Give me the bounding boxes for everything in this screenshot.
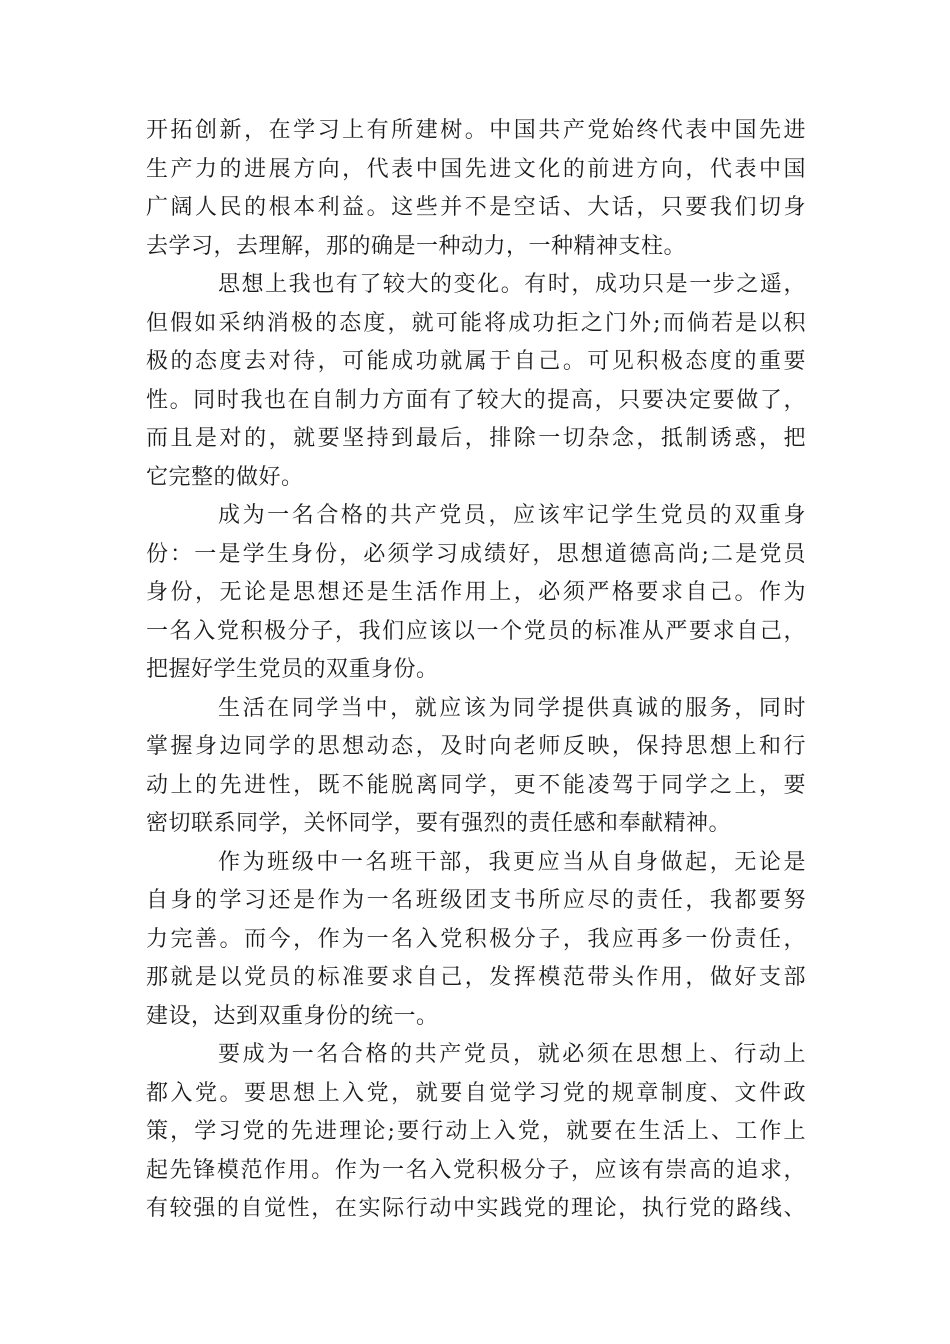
text-line: 力完善。而今，作为一名入党积极分子，我应再多一份责任， — [146, 926, 806, 952]
text-line: 生产力的进展方向，代表中国先进文化的前进方向，代表中国 — [146, 156, 806, 182]
text-line: 极的态度去对待，可能成功就属于自己。可见积极态度的重要 — [146, 349, 806, 374]
text-line: 动上的先进性，既不能脱离同学，更不能凌驾于同学之上，要 — [146, 772, 806, 798]
text-line: 建设，达到双重身份的统一。 — [146, 1003, 439, 1029]
text-line: 自身的学习还是作为一名班级团支书所应尽的责任，我都要努 — [146, 888, 806, 913]
text-line: 广阔人民的根本利益。这些并不是空话、大话，只要我们切身 — [146, 195, 806, 220]
text-line: 一名入党积极分子，我们应该以一个党员的标准从严要求自己， — [146, 618, 806, 644]
paragraph-first-line: 作为班级中一名班干部，我更应当从自身做起，无论是 — [218, 849, 806, 875]
text-line: 去学习，去理解，那的确是一种动力，一种精神支柱。 — [146, 233, 687, 259]
text-line: 策，学习党的先进理论;要行动上入党，就要在生活上、工作上 — [146, 1119, 806, 1144]
paragraph-first-line: 要成为一名合格的共产党员，就必须在思想上、行动上 — [218, 1042, 806, 1067]
text-line: 而且是对的，就要坚持到最后，排除一切杂念，抵制诱惑，把 — [146, 426, 806, 451]
text-line: 密切联系同学，关怀同学，要有强烈的责任感和奉献精神。 — [146, 811, 732, 836]
text-line: 份：一是学生身份，必须学习成绩好，思想道德高尚;二是党员 — [146, 541, 806, 567]
text-line: 有较强的自觉性，在实际行动中实践党的理论，执行党的路线、 — [146, 1196, 806, 1221]
text-line: 开拓创新，在学习上有所建树。中国共产党始终代表中国先进 — [146, 118, 806, 143]
text-line: 掌握身边同学的思想动态，及时向老师反映，保持思想上和行 — [146, 734, 806, 759]
text-line: 起先锋模范作用。作为一名入党积极分子，应该有崇高的追求， — [146, 1157, 806, 1183]
text-line: 但假如采纳消极的态度，就可能将成功拒之门外;而倘若是以积 — [146, 310, 806, 336]
text-line: 它完整的做好。 — [146, 464, 304, 490]
paragraph-first-line: 成为一名合格的共产党员，应该牢记学生党员的双重身 — [218, 503, 806, 528]
paragraph-first-line: 思想上我也有了较大的变化。有时，成功只是一步之遥， — [218, 272, 806, 297]
text-line: 那就是以党员的标准要求自己，发挥模范带头作用，做好支部 — [146, 965, 806, 990]
text-line: 身份，无论是思想还是生活作用上，必须严格要求自己。作为 — [146, 580, 806, 605]
paragraph-first-line: 生活在同学当中，就应该为同学提供真诚的服务，同时 — [218, 695, 806, 721]
body-text — [146, 112, 806, 1229]
text-line: 把握好学生党员的双重身份。 — [146, 657, 439, 682]
text-line: 性。同时我也在自制力方面有了较大的提高，只要决定要做了， — [146, 387, 806, 413]
text-line: 都入党。要思想上入党，就要自觉学习党的规章制度、文件政 — [146, 1080, 806, 1106]
